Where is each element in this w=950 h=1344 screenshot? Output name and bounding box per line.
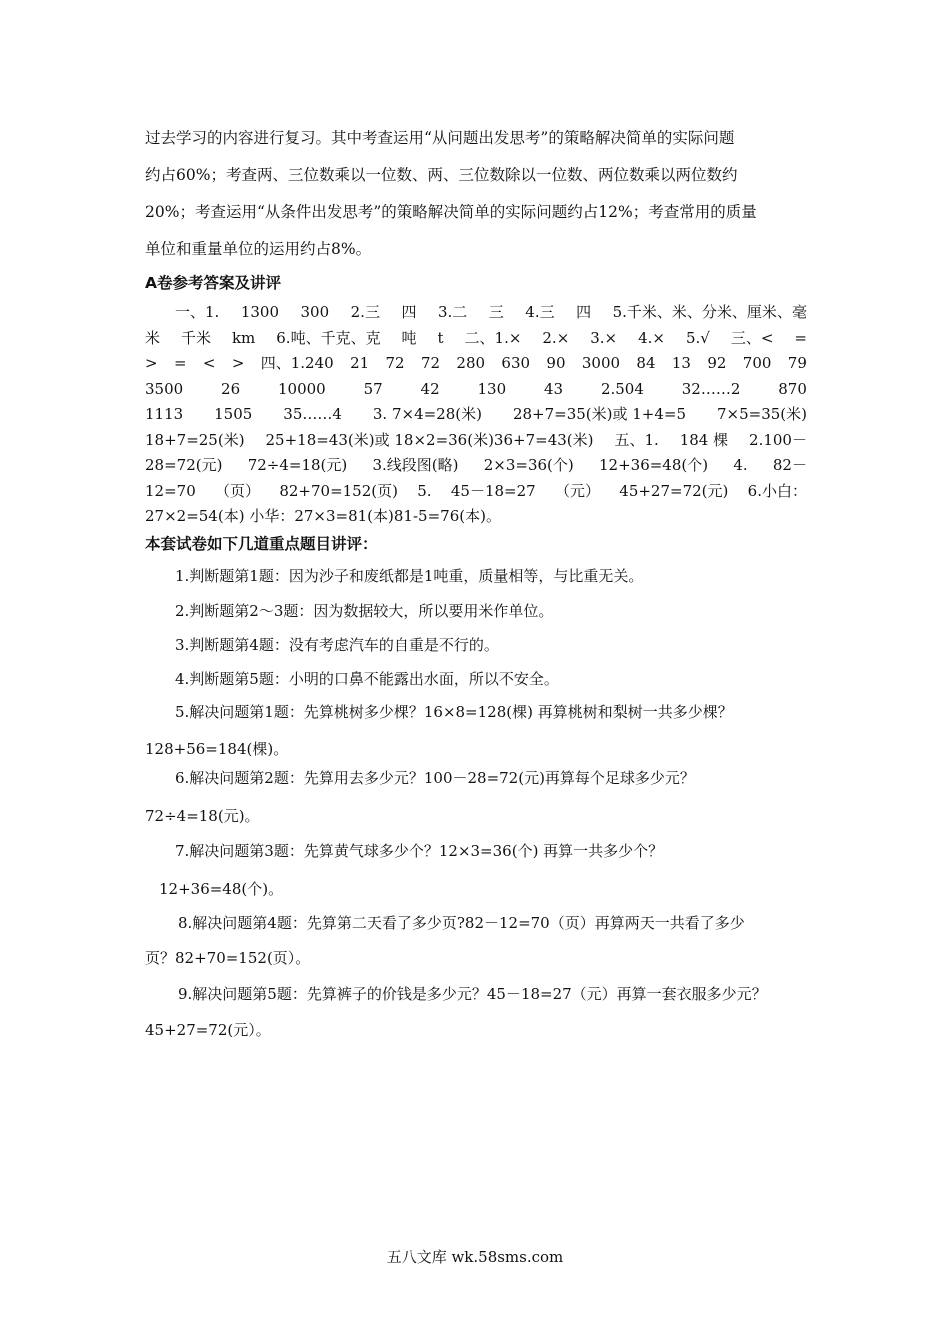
review-item-continuation: 45+27=72(元）。 [145,1021,271,1039]
review-item-continuation: 页？82+70=152(页）。 [145,949,311,967]
answer-token: 米 [145,328,161,347]
answer-token: （元） [554,481,600,500]
answer-token: 18+7=25(米) [145,430,245,449]
answer-token: 72÷4=18(元) [247,456,348,474]
answer-token: （页） [215,481,261,500]
answer-token: 2×3=36(个) [483,456,574,474]
review-item-text: 4.判断题第5题：小明的口鼻不能露出水面，所以不安全。 [175,670,559,688]
answer-token: 82－ [772,456,807,474]
answer-token: 千米 [180,328,211,347]
answer-token: 1505 [214,405,253,423]
review-item [145,564,810,588]
answer-token: 3. 7×4=28(米) [372,405,482,423]
review-item-continuation: 128+56=184(棵)。 [145,740,289,758]
answer-token: 92 [707,354,727,372]
answer-token: 82+70=152(页) [279,481,398,500]
answer-token: 35……4 [283,405,342,423]
review-item-text: 2.判断题第2～3题：因为数据较大，所以要用米作单位。 [175,602,554,620]
answer-key [145,300,807,530]
answer-token: 630 [501,354,531,372]
answer-token: 72 [385,354,405,372]
answer-token: 5.千米、米、分米、厘米、毫 [612,303,807,321]
answer-token: 三、< [730,328,774,347]
answer-token: 3500 [145,379,184,398]
review-item [145,599,810,623]
answer-token: 四、1.240 [260,354,334,372]
intro-line: 过去学习的内容进行复习。其中考查运用“从问题出发思考”的策略解决简单的实际问题 [145,129,735,147]
answer-token: 21 [350,354,370,372]
review-item-text: 9.解决问题第5题：先算裤子的价钱是多少元？45－18=27（元）再算一套衣服多少元？ [178,985,767,1003]
answer-token: 4.三 [525,303,555,321]
answer-token: 4.× [638,328,665,347]
answer-line [145,326,807,352]
review-item [145,839,810,901]
answer-token: 三 [488,303,504,321]
answer-token: > [145,354,158,372]
answer-token: 3.二 [437,303,468,321]
answer-line [145,479,807,505]
review-item-text: 5.解决问题第1题：先算桃树多少棵？16×8=128(棵) 再算桃树和梨树一共多少棵？ [175,703,733,721]
answer-token: 28=72(元) [145,456,223,474]
answer-token: 12+36=48(个) [599,456,709,474]
answer-token: 32……2 [681,379,741,398]
answer-token: 2.100－ [749,430,807,449]
answer-token: 四 [576,303,592,321]
answer-line [145,453,807,479]
answer-token: 130 [477,379,507,398]
answer-token: = [173,354,187,372]
review-item-text: 1.判断题第1题：因为沙子和废纸都是1吨重，质量相等，与比重无关。 [175,567,644,585]
review-item [145,667,810,691]
answer-token: 3000 [581,354,621,372]
answers-heading: A卷参考答案及讲评 [145,274,281,292]
answer-token: 27×2=54(本) 小华：27×3=81(本)81-5=76(本)。 [145,507,501,525]
answer-token: = [794,328,807,347]
review-item-text: 6.解决问题第2题：先算用去多少元？100－28=72(元)再算每个足球多少元？ [175,769,695,787]
answer-token: 6.吨、千克、克 [276,328,381,347]
answer-line [145,377,807,403]
answer-token: 26 [221,379,241,398]
answer-token: 5. [417,481,432,500]
answer-line [145,300,807,326]
answer-token: 吨 [401,328,417,347]
intro-paragraph [145,120,815,268]
answer-token: t [437,328,444,347]
answer-token: 184 棵 [679,430,729,449]
review-item-text: 8.解决问题第4题：先算第二天看了多少页?82－12=70（页）再算两天一共看了多少 [178,914,745,932]
review-item [145,911,810,970]
answer-token: 2.三 [350,303,380,321]
answer-token: 7×5=35(米) [716,405,807,423]
review-item [145,700,810,761]
review-item-continuation: 72÷4=18(元)。 [145,807,260,825]
answer-token: 5.√ [685,328,710,347]
footer-watermark: 五八文库 wk.58sms.com [386,1248,564,1266]
answer-token: 25+18=43(米)或 18×2=36(米)36+7=43(米) [265,430,594,449]
answer-token: < [202,354,216,372]
answer-token: 300 [300,303,330,321]
answer-token: 一、1. [175,303,220,321]
answer-line [145,351,807,377]
intro-line: 约占60%；考查两、三位数乘以一位数、两、三位数除以一位数、两位数乘以两位数约 [145,166,738,184]
answer-token: 3.× [590,328,618,347]
answer-token: 72 [420,354,441,372]
answer-token: 280 [456,354,486,372]
answer-token: 57 [363,379,383,398]
answer-line [145,504,807,530]
answer-token: 45+27=72(元) [619,481,729,500]
review-item [145,633,810,657]
answer-token: 3.线段图(略) [372,456,459,474]
answer-token: 2.504 [600,379,644,398]
answer-token: 700 [742,354,772,372]
answer-token: km [231,328,256,347]
review-item-continuation: 12+36=48(个)。 [159,880,284,898]
answer-line [145,402,807,428]
review-item-text: 7.解决问题第3题：先算黄气球多少个？12×3=36(个) 再算一共多少个？ [175,842,664,860]
review-item [145,766,810,828]
answer-token: 45－18=27 [450,481,536,500]
answer-token: 4. [733,456,748,474]
answer-token: 79 [787,354,807,372]
answer-token: 12=70 [145,481,196,500]
answer-token: 13 [671,354,691,372]
answer-token: 二、1.× [464,328,522,347]
review-item [145,982,810,1042]
review-heading: 本套试卷如下几道重点题目讲评： [145,535,378,553]
answer-token: > [231,354,245,372]
answer-token: 10000 [278,379,326,398]
answer-token: 28+7=35(米)或 1+4=5 [512,405,687,423]
answer-token: 43 [543,379,564,398]
answer-token: 6.小白： [747,481,807,500]
answer-token: 五、1. [614,430,659,449]
answer-token: 42 [420,379,440,398]
answer-token: 1113 [145,405,184,423]
answer-line [145,428,807,454]
answer-token: 1300 [240,303,279,321]
answer-token: 四 [401,303,417,321]
answer-token: 90 [546,354,566,372]
review-item-text: 3.判断题第4题：没有考虑汽车的自重是不行的。 [175,636,499,654]
answer-token: 84 [636,354,656,372]
answer-token: 2.× [542,328,570,347]
intro-line: 20%；考查运用“从条件出发思考”的策略解决简单的实际问题约占12%；考查常用的质量 [145,203,757,221]
intro-line: 单位和重量单位的运用约占8%。 [145,240,372,258]
answer-token: 870 [778,379,807,398]
